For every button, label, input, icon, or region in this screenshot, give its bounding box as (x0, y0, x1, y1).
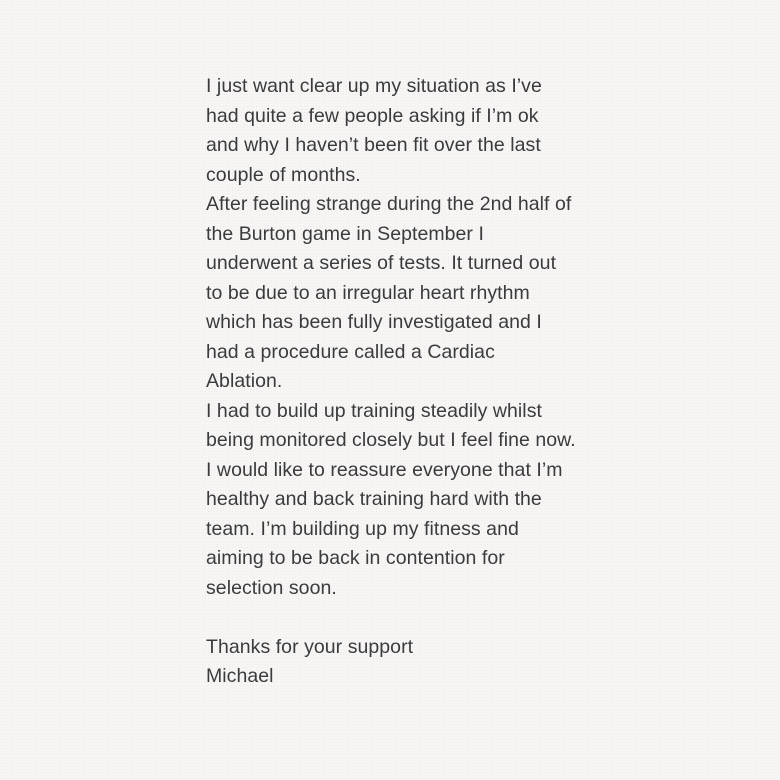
note-signoff: Thanks for your support (206, 635, 414, 658)
note-line: Ablation. (206, 370, 283, 392)
note-line: I just want clear up my situation as I’ve (206, 75, 542, 97)
note-line: team. I’m building up my fitness and (206, 517, 519, 540)
note-line: aiming to be back in contention for (206, 547, 505, 569)
note-signature: Michael (206, 665, 274, 687)
note-body (206, 72, 626, 692)
note-line: selection soon. (206, 576, 337, 599)
note-line: being monitored closely but I feel fine now. (206, 429, 576, 451)
note-line: the Burton game in September I (206, 222, 484, 245)
note-line: I had to build up training steadily whilst (206, 399, 542, 422)
note-line: I would like to reassure everyone that I’m (206, 458, 563, 481)
paragraph-gap (206, 603, 626, 633)
note-line: which has been fully investigated and I (206, 311, 542, 333)
note-line: underwent a series of tests. It turned out (206, 252, 557, 274)
note-line: had quite a few people asking if I’m ok (206, 104, 539, 127)
note-line: and why I haven’t been fit over the last (206, 134, 541, 156)
note-line: to be due to an irregular heart rhythm (206, 281, 530, 304)
note-line: healthy and back training hard with the (206, 488, 542, 510)
note-line: couple of months. (206, 163, 361, 186)
note-line: After feeling strange during the 2nd half of (206, 193, 572, 215)
note-line: had a procedure called a Cardiac (206, 340, 495, 363)
